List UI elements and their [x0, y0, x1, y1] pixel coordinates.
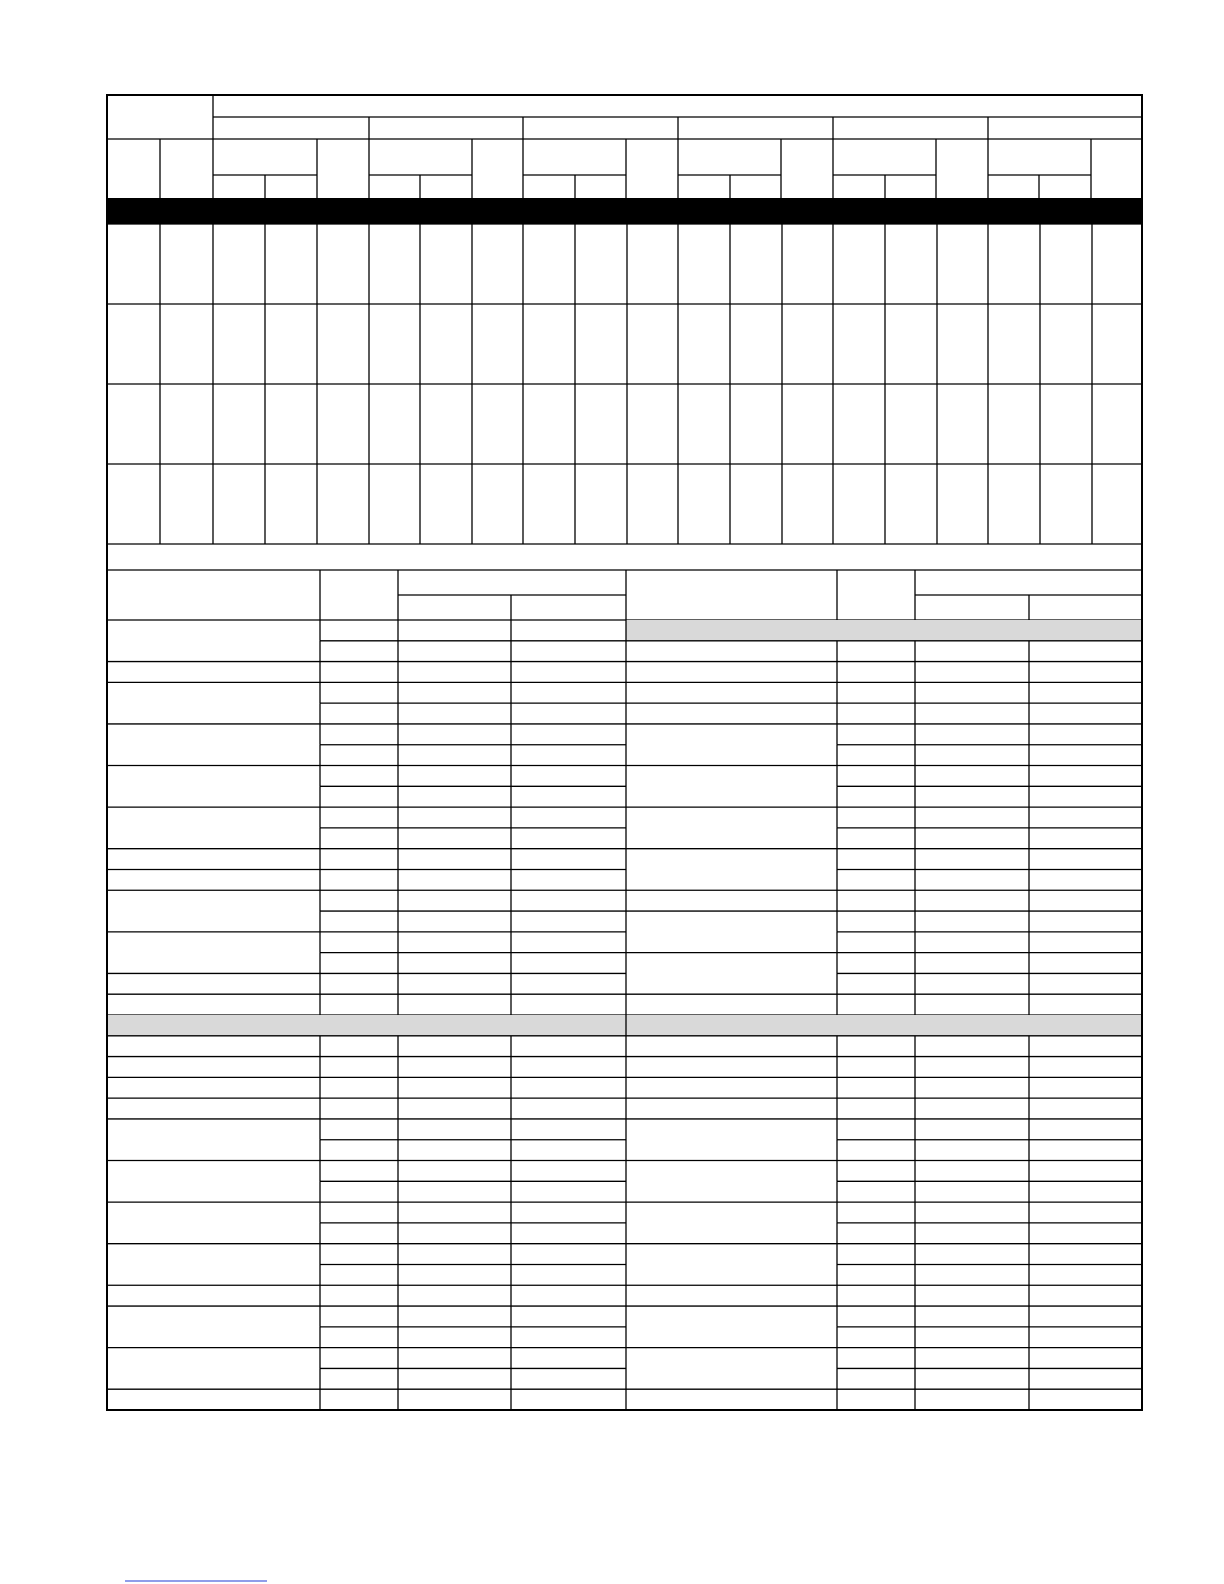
- outer-frame: [107, 95, 1142, 1410]
- shaded-row: [626, 620, 1142, 641]
- footer-link[interactable]: [125, 1570, 267, 1584]
- shaded-row: [626, 1015, 1142, 1036]
- shaded-row: [107, 1015, 626, 1036]
- black-band: [107, 198, 1142, 224]
